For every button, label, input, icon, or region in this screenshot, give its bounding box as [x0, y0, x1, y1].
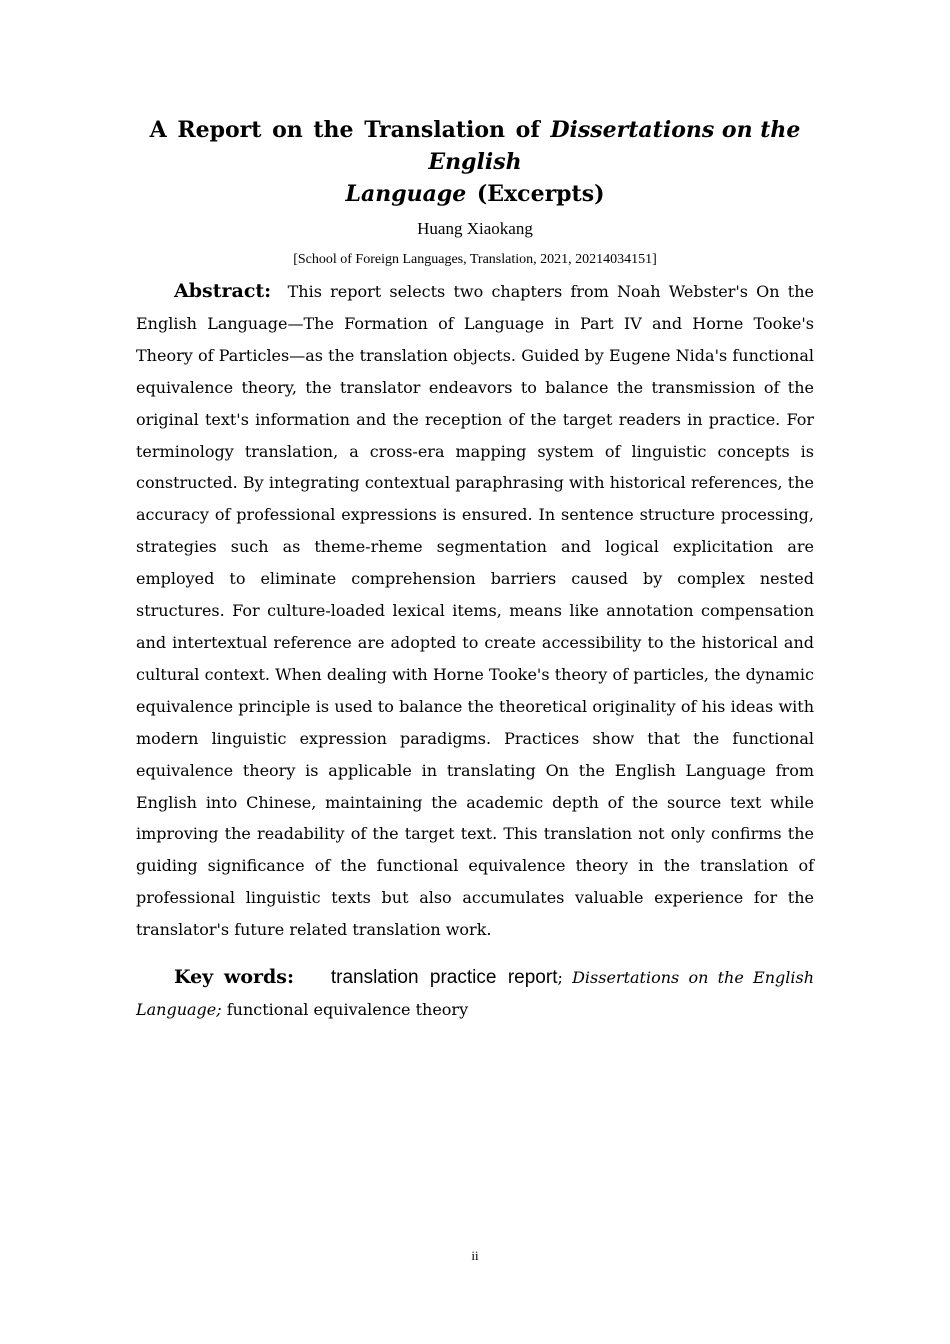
document-title	[136, 114, 814, 210]
document-page	[136, 114, 814, 1042]
page-number: ii	[471, 1248, 479, 1263]
title-italic-part1: Dissertations on the English	[428, 117, 801, 175]
title-suffix: (Excerpts)	[466, 181, 605, 207]
title-italic-part2: Language	[345, 181, 467, 207]
keyword-translation-practice-report: translation practice report	[330, 967, 558, 989]
author-name: Huang Xiaokang	[417, 219, 533, 238]
keywords-label: Key words:	[174, 966, 294, 989]
keyword-dissertations: Dissertations on the English Language;	[136, 968, 814, 1019]
keywords-paragraph	[136, 962, 814, 1026]
keyword-separator: ;	[557, 968, 563, 988]
author-affiliation: [School of Foreign Languages, Translation, 2021, 20214034151]	[293, 252, 657, 267]
abstract-text: This report selects two chapters from Noah Webster's On the English Language—The Formation of Language in Part IV and Horne Tooke's Theory of Particles—as the translation objects. Guided by Eugene Nida's functional equivalence theory, the translator endeavors to balance the transmission of the original text's information and the reception of the target readers in practice. For terminology translation, a cross-era mapping system of linguistic concepts is constructed. By integrating contextual paraphrasing with historical references, the accuracy of professional expressions is ensured. In sentence structure processing, strategies such as theme-rheme segmentation and logical explicitation are employed to eliminate comprehension barriers caused by complex nested structures. For culture-loaded lexical items, means like annotation compensation and intertextual reference are adopted to create accessibility to the historical and cultural context. When dealing with Horne Tooke's theory of particles, the dynamic equivalence principle is used to balance the theoretical originality of his ideas with modern linguistic expression paradigms. Practices show that the functional equivalence theory is applicable in translating On the English Language from English into Chinese, maintaining the academic depth of the source text while improving the readability of the target text. This translation not only confirms the guiding significance of the functional equivalence theory in the translation of professional linguistic texts but also accumulates valuable experience for the translator's future related translation work.	[136, 282, 814, 940]
abstract-label: Abstract:	[174, 280, 272, 302]
title-prefix: A Report on the Translation of	[149, 117, 551, 143]
abstract-paragraph	[136, 276, 814, 946]
keyword-functional-equivalence: functional equivalence theory	[226, 999, 469, 1019]
